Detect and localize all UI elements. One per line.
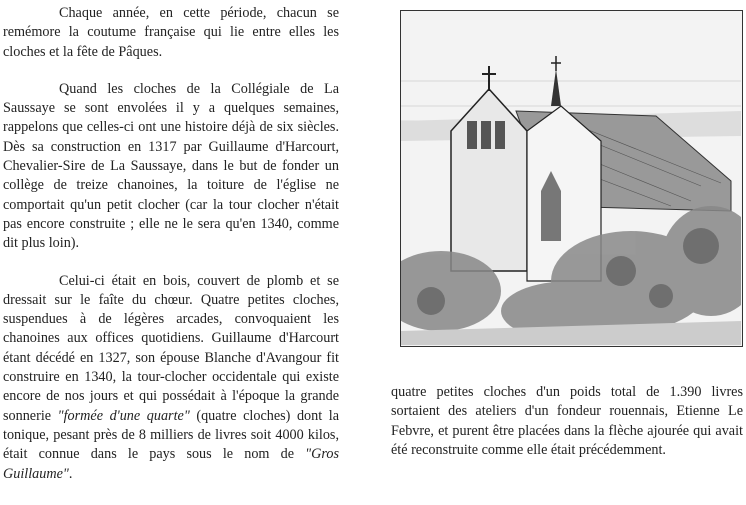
right-text-column [391, 383, 743, 460]
paragraph-bells-mid: (quatre cloches) dont la tonique, pesant près de 8 milliers de livres soit 4000 kilos, était connue dans le pays sous le nom de [3, 407, 339, 463]
quote-gros-guillaume: "Gros Guillaume" [3, 446, 339, 482]
paragraph-intro: Chaque année, en cette période, chacun se remémore la coutume française qui lie entre elles les cloches et la fête de Pâques. [3, 5, 339, 60]
paragraph-small-bells: quatre petites cloches d'un poids total de 1.390 livres sortaient des ateliers d'un fondeur rouennais, Etienne Le Febvre, et purent être placées dans la flèche ajourée qui avait été reconstruite comme elle était précédemment. [391, 384, 743, 458]
paragraph-history: Quand les cloches de la Collégiale de La Saussaye se sont envolées il y a quelques semaines, rappelons que celles-ci ont une histoire déjà de six siècles. Dès sa construction en 1317 par Guillaume d'Harcourt, Chevalier-Sire de La Saussaye, dans le but de fonder un collège de treize chanoines, la toiture de l'église ne comportait qu'un petit clocher (car la tour clocher n'était pas encore construite ; elle ne le sera qu'en 1340, comme dit plus loin). [3, 80, 339, 252]
church-drawing-icon [401, 11, 741, 345]
church-illustration [400, 10, 743, 347]
left-text-column [3, 4, 339, 484]
paragraph-bells-start: Celui-ci était en bois, couvert de plomb et se dressait sur le faîte du chœur. Quatre petites cloches, suspendues à de légères arcades, convoquaient les chanoines aux offices quotidiens. Guillaume d'Harcourt étant décédé en 1327, son épouse Blanche d'Avangour fit construire en 1340, la tour-clocher occidentale qui existe encore de nos jours et qui possédait à l'époque la grande sonnerie [3, 272, 339, 424]
paragraph-bells-end: . [68, 465, 73, 482]
paragraph-bells [3, 272, 339, 484]
quote-quarte: "formée d'une quarte" [57, 407, 190, 424]
